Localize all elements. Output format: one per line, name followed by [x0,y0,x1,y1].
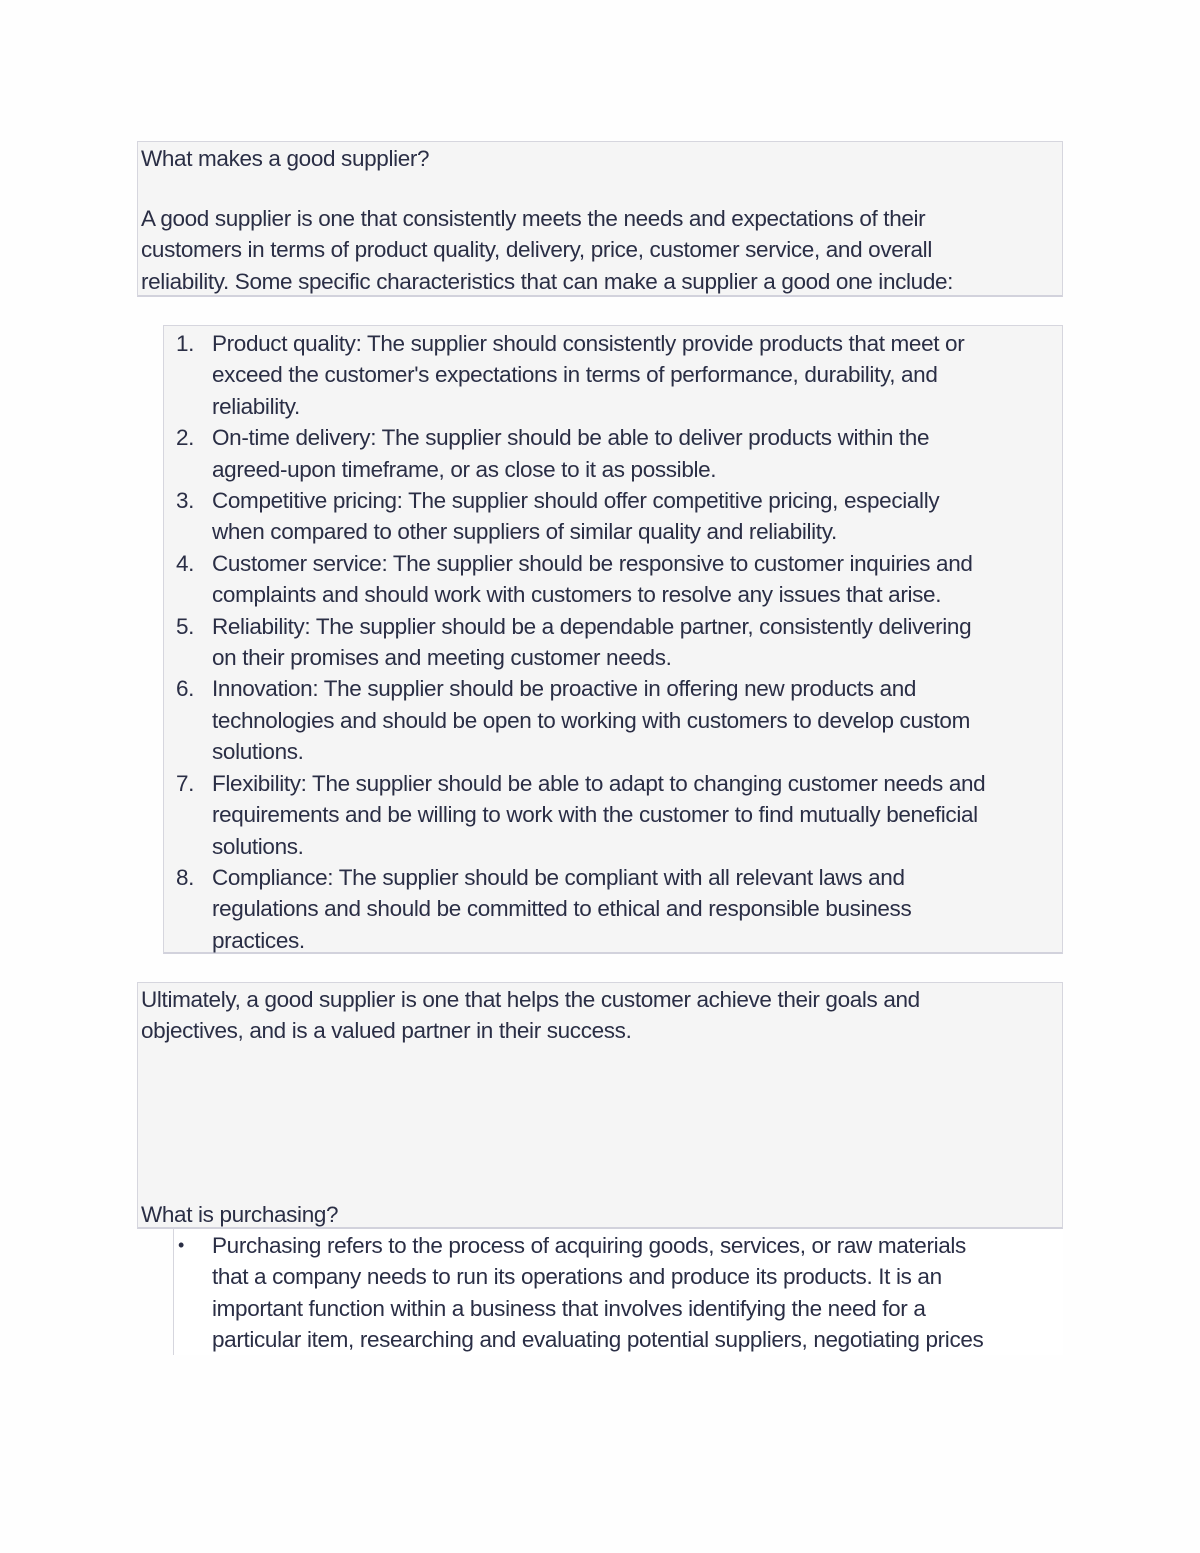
list-item-line: Reliability: The supplier should be a dependable partner, consistently delivering [212,613,972,639]
list-item-line: solutions. [212,739,304,765]
list-item [165,768,985,862]
list-number: 7. [176,770,195,796]
list-item-line: Innovation: The supplier should be proactive in offering new products and [212,676,917,702]
list-number: 4. [176,550,195,576]
list-item [165,328,985,422]
list-item-line: Purchasing refers to the process of acquiring goods, services, or raw materials [212,1233,966,1258]
list-item [165,548,985,611]
list-item [165,673,985,767]
paragraph-line: A good supplier is one that consistently meets the needs and expectations of their [141,206,926,231]
conclusion-paragraph [141,984,920,1047]
purchasing-clip [0,1229,1200,1355]
list-item-line: that a company needs to run its operations and produce its products. It is an [212,1264,942,1290]
list-item-line: agreed-upon timeframe, or as close to it as possible. [212,456,717,482]
list-item-line: exceed the customer's expectations in terms of performance, durability, and [212,362,938,388]
list-item-line: particular item, researching and evaluating potential suppliers, negotiating prices [212,1327,984,1353]
list-item-line: requirements and be willing to work with the customer to find mutually beneficial [212,802,978,828]
section-heading-good-supplier: What makes a good supplier? [141,146,430,171]
list-item-line: Flexibility: The supplier should be able to adapt to changing customer needs and [212,770,986,796]
list-item-line: reliability. [212,393,300,419]
bullet-icon: • [178,1235,184,1255]
list-item [165,485,985,548]
list-item [165,862,985,956]
list-number: 2. [176,425,195,451]
list-item-line: technologies and should be open to working with customers to develop custom [212,707,970,733]
list-item [165,611,985,674]
paragraph-line: reliability. Some specific characteristics that can make a supplier a good one include: [141,268,954,294]
list-number: 5. [176,613,195,639]
list-item-line: practices. [212,927,305,953]
list-item-line: complaints and should work with customers to resolve any issues that arise. [212,582,942,608]
list-item-line: when compared to other suppliers of similar quality and reliability. [212,519,837,545]
list-item-line: Customer service: The supplier should be responsive to customer inquiries and [212,550,973,576]
section-heading-purchasing: What is purchasing? [141,1202,339,1227]
characteristics-list [165,328,985,956]
list-item-line: Competitive pricing: The supplier should offer competitive pricing, especially [212,488,940,514]
list-item-line: Compliance: The supplier should be compliant with all relevant laws and [212,864,905,890]
list-item-line: regulations and should be committed to ethical and responsible business [212,896,912,922]
list-item [175,1230,983,1355]
list-number: 8. [176,864,195,890]
list-number: 1. [176,331,195,356]
list-item-line: on their promises and meeting customer needs. [212,645,672,671]
list-item-line: important function within a business that involves identifying the need for a [212,1295,926,1321]
list-number: 3. [176,488,195,514]
list-item [165,422,985,485]
purchasing-list [175,1230,983,1355]
list-item-line: On-time delivery: The supplier should be able to deliver products within the [212,425,930,451]
paragraph-line: Ultimately, a good supplier is one that helps the customer achieve their goals and [141,987,920,1012]
intro-paragraph [141,203,953,297]
list-item-line: solutions. [212,833,304,859]
list-number: 6. [176,676,195,702]
list-item-line: Product quality: The supplier should consistently provide products that meet or [212,331,965,356]
paragraph-line: customers in terms of product quality, delivery, price, customer service, and overall [141,237,932,263]
paragraph-line: objectives, and is a valued partner in their success. [141,1018,632,1044]
